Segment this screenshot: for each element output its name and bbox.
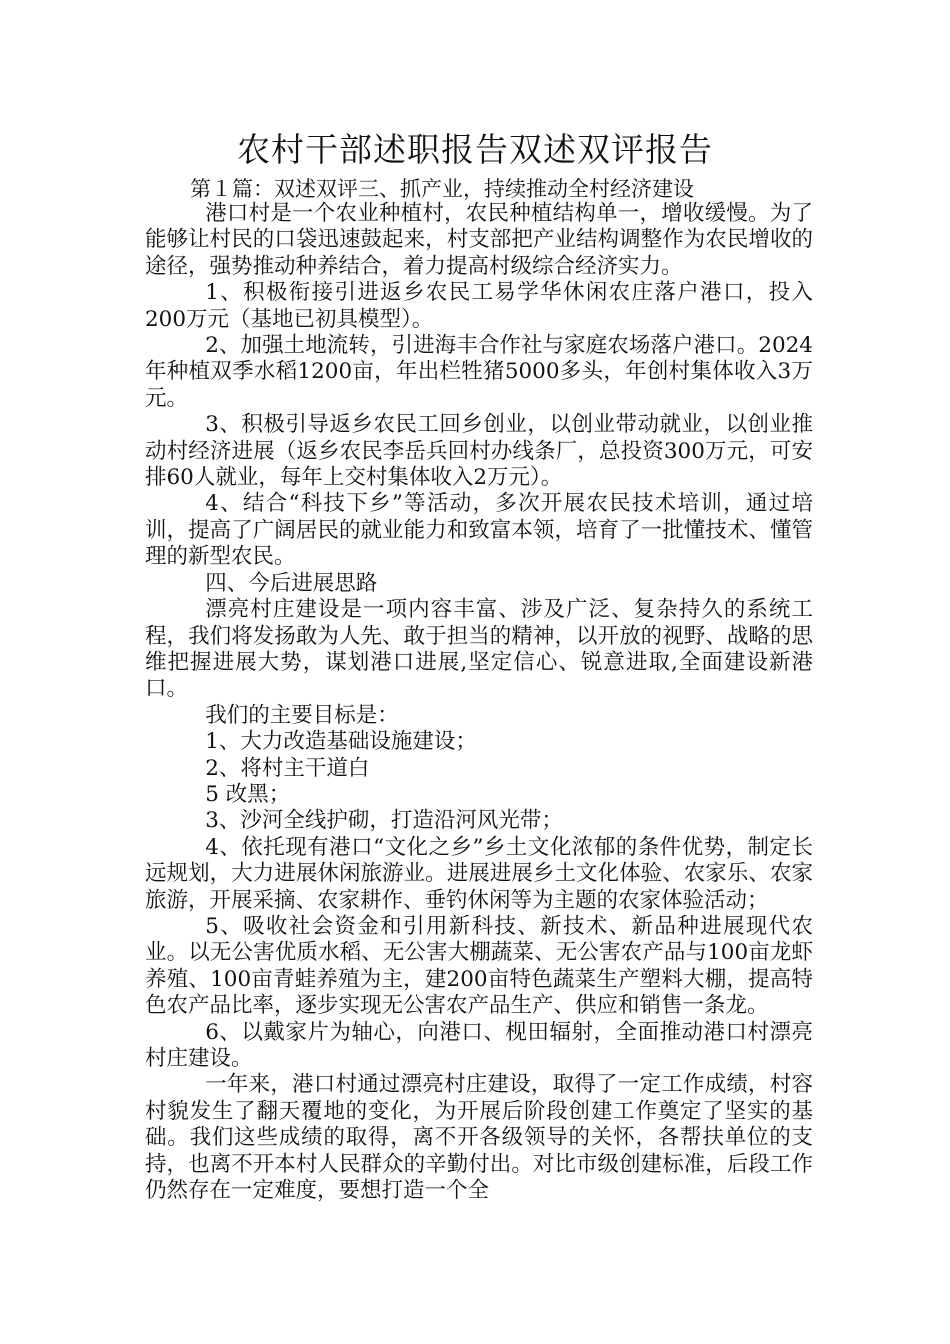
paragraph: 我们的主要目标是：	[205, 702, 399, 728]
list-item: 2、将村主干道白	[205, 755, 370, 781]
list-item: 1、大力改造基础设施建设；	[205, 729, 477, 755]
document-subtitle: 第１篇：双述双评三、抓产业，持续推动全村经济建设	[190, 177, 694, 201]
paragraph: 3、积极引导返乡农民工回乡创业，以创业带动就业，以创业推动村经济进展（返乡农民李岳兵回村办线条厂，总投资300万元，可安排60人就业，每年上交村集体收入2万元）。	[145, 412, 813, 491]
document-body	[145, 201, 813, 1204]
section-heading: 四、今后进展思路	[205, 570, 378, 596]
paragraph: 1、积极衔接引进返乡农民工易学华休闲农庄落户港口，投入200万元（基地已初具模型）。	[145, 280, 813, 332]
paragraph: 漂亮村庄建设是一项内容丰富、涉及广泛、复杂持久的系统工程，我们将发扬敢为人先、敢于担当的精神，以开放的视野、战略的思维把握进展大势，谋划港口进展,坚定信心、锐意进取,全面建设新港口。	[145, 597, 813, 702]
list-item: 4、依托现有港口“文化之乡”乡土文化浓郁的条件优势，制定长远规划，大力进展休闲旅游业。进展进展乡土文化体验、农家乐、农家旅游，开展采摘、农家耕作、垂钓休闲等为主题的农家体验活动；	[145, 834, 813, 913]
list-item: 5、吸收社会资金和引用新科技、新技术、新品种进展现代农业。以无公害优质水稻、无公害大棚蔬菜、无公害农产品与100亩龙虾养殖、100亩青蛙养殖为主，建200亩特色蔬菜生产塑料大棚，提高特色农产品比率，逐步实现无公害农产品生产、供应和销售一条龙。	[145, 913, 813, 1019]
list-item: 6、以戴家片为轴心，向港口、枧田辐射，全面推动港口村漂亮村庄建设。	[145, 1019, 813, 1071]
list-item: 5 改黑；	[205, 781, 291, 807]
paragraph: 2、加强土地流转，引进海丰合作社与家庭农场落户港口。2024年种植双季水稻1200亩，年出栏牲猪5000多头，年创村集体收入3万元。	[145, 333, 813, 411]
document-title: 农村干部述职报告双述双评报告	[237, 130, 713, 169]
list-item: 3、沙河全线护砌，打造沿河风光带；	[205, 808, 563, 834]
paragraph: 港口村是一个农业种植村，农民种植结构单一，增收缓慢。为了能够让村民的口袋迅速鼓起来，村支部把产业结构调整作为农民增收的途径，强势推动种养结合，着力提高村级综合经济实力。	[145, 201, 813, 279]
paragraph: 一年来，港口村通过漂亮村庄建设，取得了一定工作成绩，村容村貌发生了翻天覆地的变化，为开展后阶段创建工作奠定了坚实的基础。我们这些成绩的取得，离不开各级领导的关怀，各帮扶单位的支持，也离不开本村人民群众的辛勤付出。对比市级创建标准，后段工作仍然存在一定难度，要想打造一个全	[145, 1072, 813, 1204]
paragraph: 4、结合“科技下乡”等活动，多次开展农民技术培训，通过培训，提高了广阔居民的就业能力和致富本领，培育了一批懂技术、懂管理的新型农民。	[145, 491, 813, 570]
